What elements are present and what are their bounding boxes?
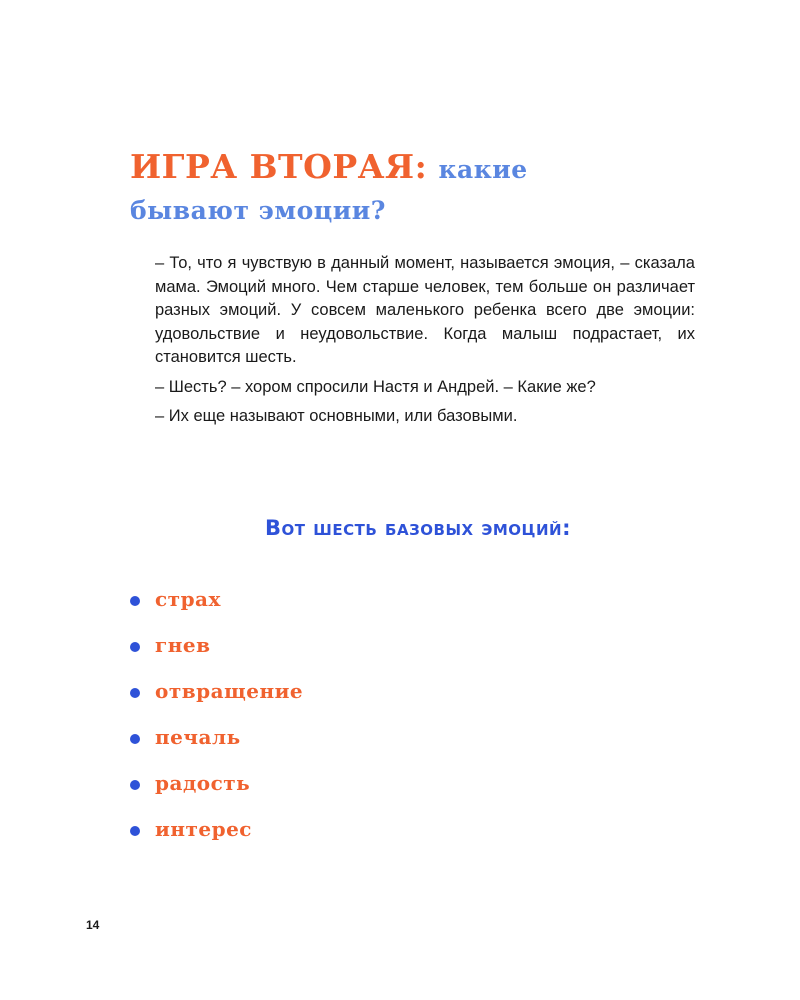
title-question-part1: какие [438, 155, 528, 184]
title-question-part2: бывают эмоции? [130, 196, 386, 225]
page-number: 14 [86, 918, 100, 932]
bullet-icon [130, 642, 140, 652]
list-item [130, 806, 303, 852]
bullet-icon [130, 826, 140, 836]
paragraph: – Их еще называют основными, или базовыми. [155, 407, 518, 425]
emotion-interest: интерес [155, 817, 252, 841]
bullet-icon [130, 734, 140, 744]
emotions-subheading: Вот шесть базовых эмоций: [265, 516, 571, 540]
list-item [130, 576, 303, 622]
paragraph: – То, что я чувствую в данный момент, называется эмоция, – сказала мама. Эмоций много. Чем старше человек, тем больше он различает разных эмоций. У совсем маленького ребенка всего две эмоции: удовольствие и неудовольствие. Когда малыш подрастает, их становится шесть. [155, 254, 695, 366]
bullet-icon [130, 688, 140, 698]
list-item [130, 760, 303, 806]
list-item [130, 714, 303, 760]
list-item [130, 622, 303, 668]
emotion-sadness: печаль [155, 725, 241, 749]
bullet-icon [130, 596, 140, 606]
bullet-icon [130, 780, 140, 790]
list-item [130, 668, 303, 714]
title-game-number: ИГРА ВТОРАЯ: [130, 147, 428, 186]
emotion-fear: страх [155, 587, 221, 611]
emotion-anger: гнев [155, 633, 211, 657]
body-text [155, 252, 695, 435]
page-title [130, 148, 690, 230]
emotions-list [130, 576, 303, 852]
emotion-joy: радость [155, 771, 251, 795]
emotion-disgust: отвращение [155, 679, 304, 703]
paragraph: – Шесть? – хором спросили Настя и Андрей. – Какие же? [155, 377, 596, 396]
